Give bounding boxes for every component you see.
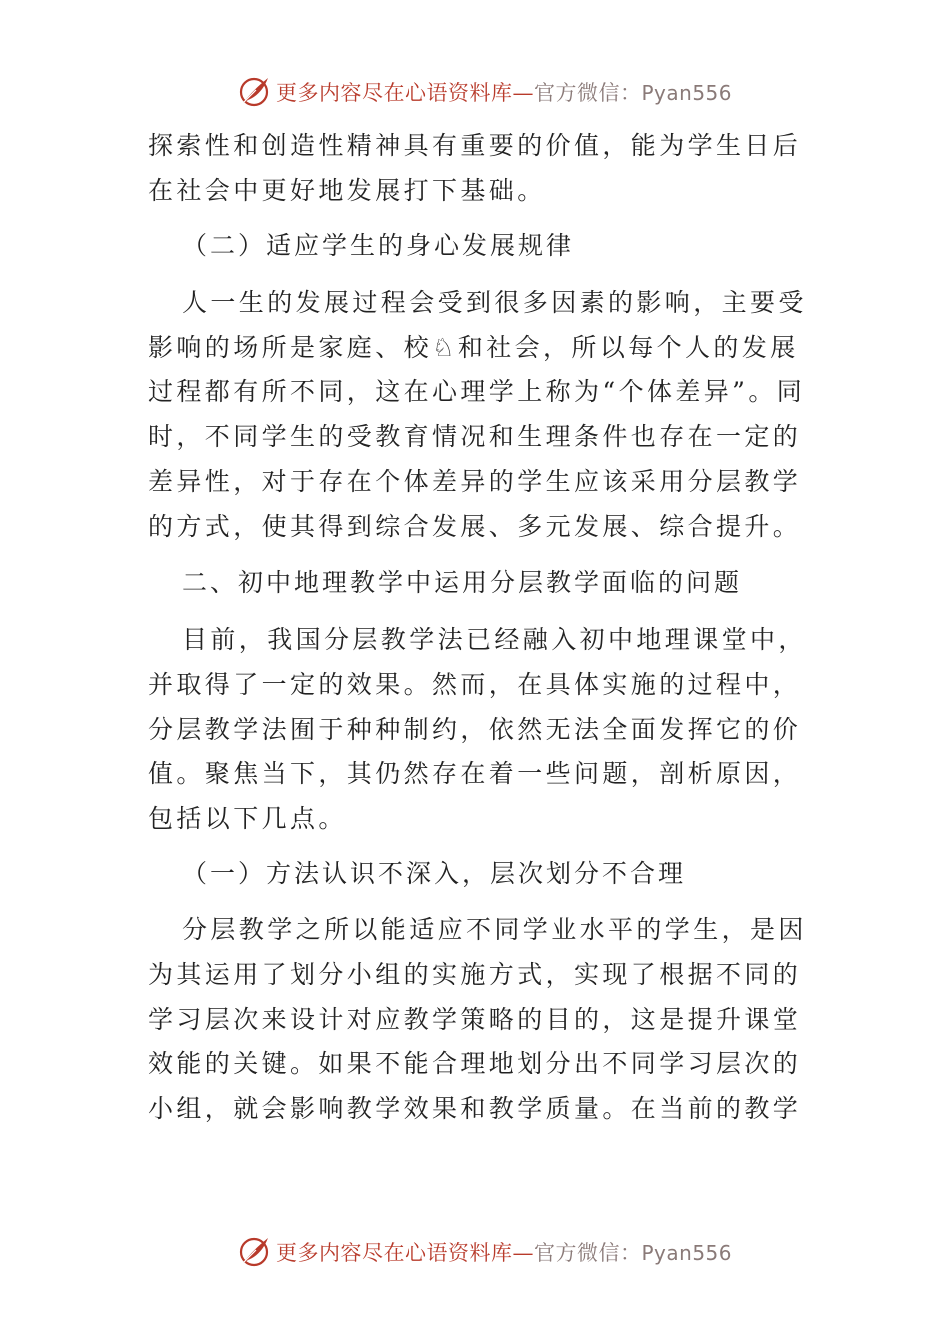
feather-logo-icon [236,74,272,110]
text-line: 小组，就会影响教学效果和教学质量。在当前的教学 [148,1094,802,1123]
text-line: 过程都有所不同，这在心理学上称为“个体差异”。同 [148,377,806,406]
watermark-banner-top [236,72,732,112]
text-line: 包括以下几点。 [148,804,347,833]
text-line: 学习层次来设计对应教学策略的目的，这是提升课堂 [148,1005,802,1034]
watermark-text: 更多内容尽在心语资料库—官方微信：Pyan556 [276,81,733,105]
text-line: 人一生的发展过程会受到很多因素的影响，主要受 [182,288,807,317]
text-line: 分层教学法囿于种种制约，依然无法全面发挥它的价 [148,715,802,744]
feather-logo-icon [236,1234,272,1270]
section-heading: （一）方法认识不深入，层次划分不合理 [182,859,687,888]
section-heading: （二）适应学生的身心发展规律 [182,231,575,260]
text-line: 目前，我国分层教学法已经融入初中地理课堂中， [182,625,807,654]
text-line: 值。聚焦当下，其仍然存在着一些问题，剖析原因， [148,759,802,788]
text-line: 差异性，对于存在个体差异的学生应该采用分层教学 [148,467,802,496]
text-line: 的方式，使其得到综合发展、多元发展、综合提升。 [148,512,802,541]
text-line: 为其运用了划分小组的实施方式，实现了根据不同的 [148,960,802,989]
text-line: 分层教学之所以能适应不同学业水平的学生，是因 [182,915,807,944]
text-line: 影响的场所是家庭、校♘和社会，所以每个人的发展 [148,333,799,362]
text-line: 并取得了一定的效果。然而，在具体实施的过程中， [148,670,802,699]
section-heading: 二、初中地理教学中运用分层教学面临的问题 [182,568,743,597]
text-line: 探索性和创造性精神具有重要的价值，能为学生日后 [148,131,802,160]
text-line: 时，不同学生的受教育情况和生理条件也存在一定的 [148,422,802,451]
text-line: 在社会中更好地发展打下基础。 [148,176,546,205]
watermark-text: 更多内容尽在心语资料库—官方微信：Pyan556 [276,1241,733,1265]
watermark-banner-bottom [236,1232,732,1272]
text-line: 效能的关键。如果不能合理地划分出不同学习层次的 [148,1049,802,1078]
